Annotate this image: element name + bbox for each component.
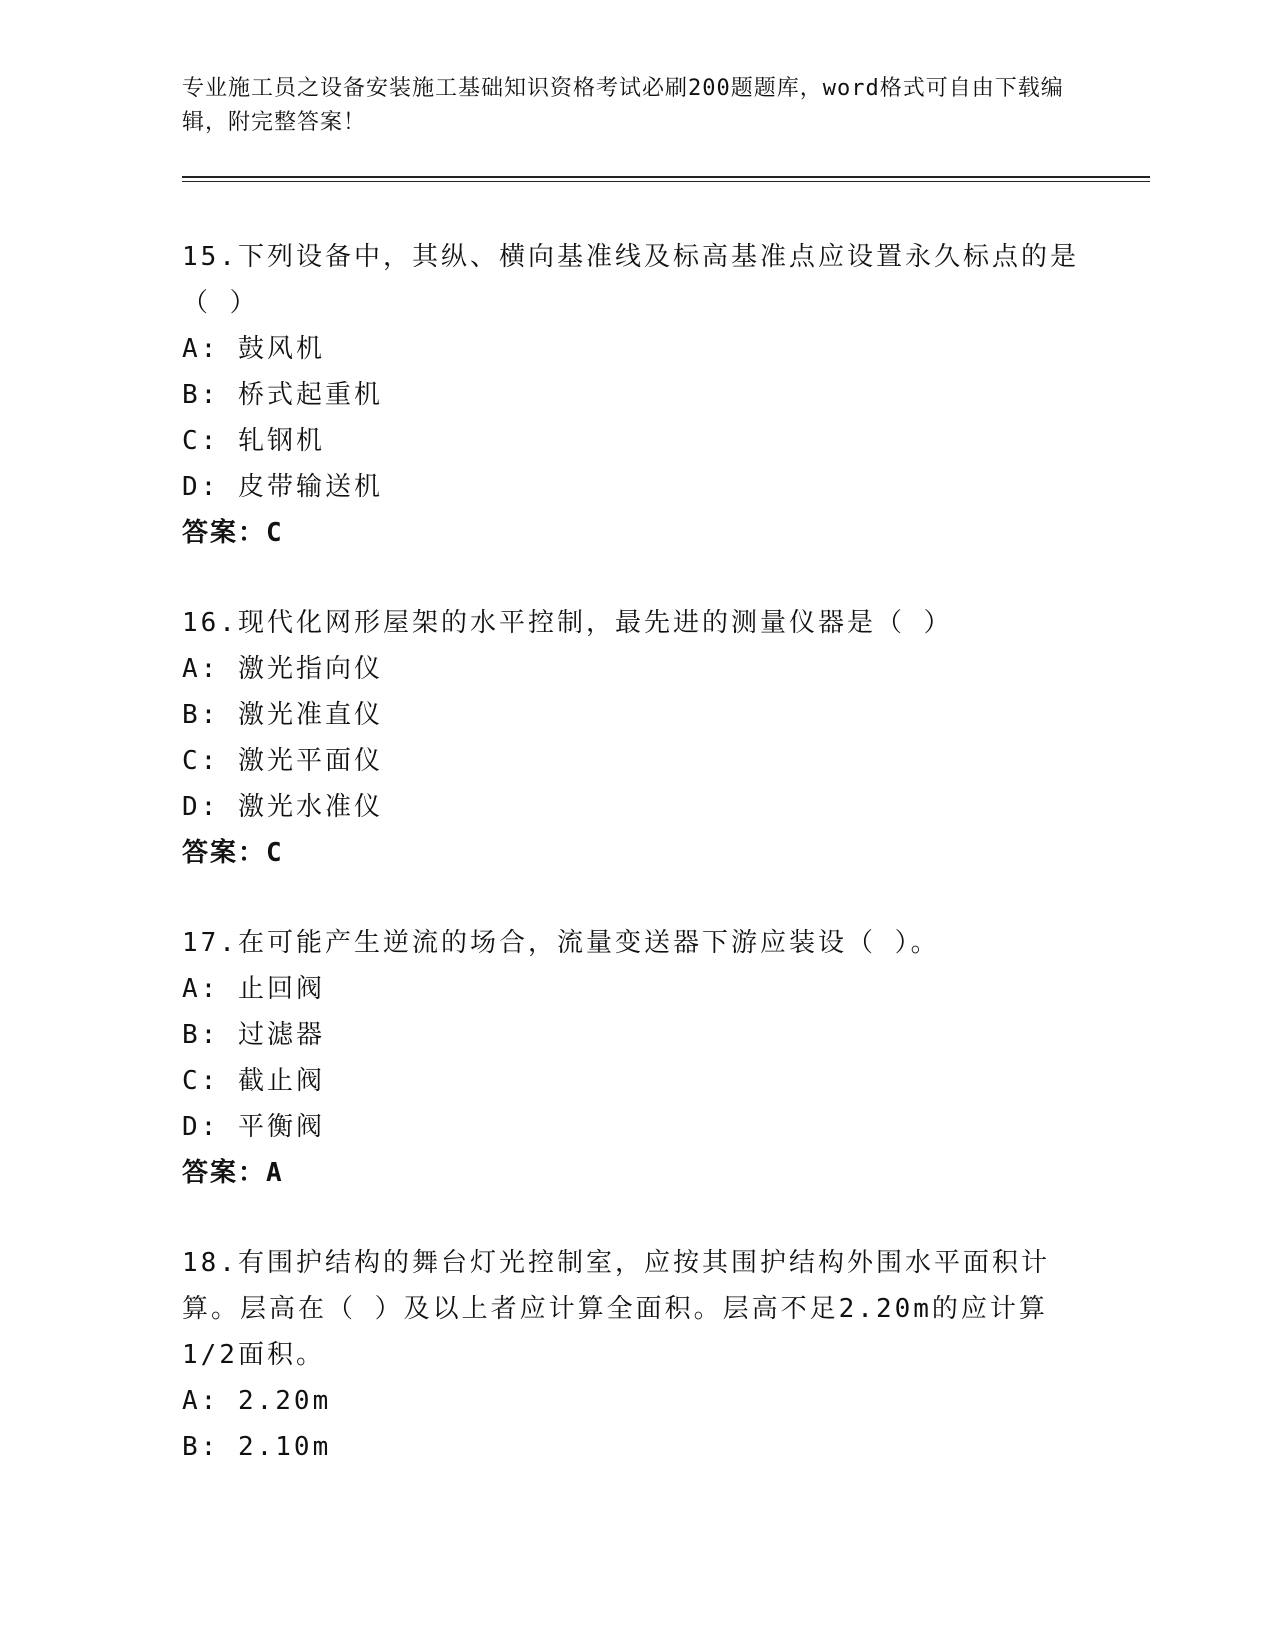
document-header: 专业施工员之设备安装施工基础知识资格考试必刷200题题库，word格式可自由下载编辑，附完整答案！ (182, 76, 1064, 135)
header-divider-thin (182, 181, 1150, 182)
option-b: B: 激光准直仪 (182, 700, 383, 730)
option-b: B: 2.10m (182, 1432, 332, 1462)
option-d: D: 皮带输送机 (182, 472, 383, 502)
question-text: 15.下列设备中，其纵、横向基准线及标高基准点应设置永久标点的是（ ） (182, 242, 1079, 318)
option-c: C: 激光平面仪 (182, 746, 383, 776)
option-c: C: 轧钢机 (182, 426, 325, 456)
question-15 (182, 234, 1082, 556)
option-d: D: 平衡阀 (182, 1112, 325, 1142)
question-16 (182, 600, 1082, 876)
question-17 (182, 920, 1082, 1196)
question-text: 16.现代化网形屋架的水平控制，最先进的测量仪器是（ ） (182, 608, 953, 638)
answer: 答案：C (182, 838, 284, 868)
question-text: 17.在可能产生逆流的场合，流量变送器下游应装设（ ）。 (182, 928, 940, 958)
option-d: D: 激光水准仪 (182, 792, 383, 822)
question-list (182, 234, 1082, 1514)
option-a: A: 激光指向仪 (182, 654, 383, 684)
header-divider-thick (182, 176, 1150, 178)
option-b: B: 桥式起重机 (182, 380, 383, 410)
option-a: A: 2.20m (182, 1386, 332, 1416)
answer: 答案：C (182, 518, 284, 548)
option-b: B: 过滤器 (182, 1020, 325, 1050)
option-a: A: 止回阀 (182, 974, 325, 1004)
question-text: 18.有围护结构的舞台灯光控制室，应按其围护结构外围水平面积计算。层高在（ ）及以上者应计算全面积。层高不足2.20m的应计算1/2面积。 (182, 1248, 1050, 1370)
option-a: A: 鼓风机 (182, 334, 325, 364)
option-c: C: 截止阀 (182, 1066, 325, 1096)
question-18 (182, 1240, 1082, 1470)
answer: 答案：A (182, 1158, 284, 1188)
